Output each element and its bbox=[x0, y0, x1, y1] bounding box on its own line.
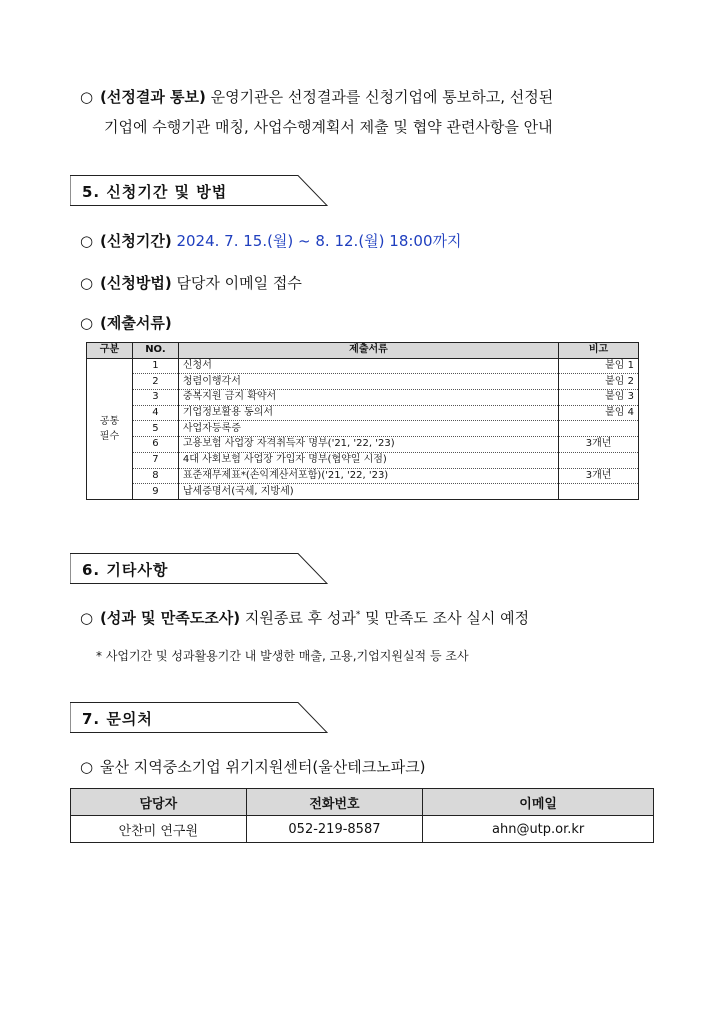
bullet-circle-icon: ○ bbox=[80, 88, 94, 106]
section-6-title: 6. 기타사항 bbox=[82, 561, 169, 579]
row-no: 1 bbox=[132, 358, 178, 374]
intro-label: (선정결과 통보) bbox=[100, 88, 206, 106]
section-5-header bbox=[70, 175, 328, 206]
survey-label: (성과 및 만족도조사) bbox=[100, 609, 241, 627]
section-5-title: 5. 신청기간 및 방법 bbox=[82, 183, 228, 201]
documents-table bbox=[86, 342, 639, 500]
documents-table-header bbox=[87, 343, 639, 359]
row-no: 9 bbox=[132, 484, 178, 500]
col-header-email: 이메일 bbox=[423, 789, 654, 816]
table-row bbox=[87, 468, 639, 484]
survey-text-b: 및 만족도 조사 실시 예정 bbox=[360, 609, 530, 627]
row-note bbox=[559, 421, 639, 437]
method-label: (신청방법) bbox=[100, 274, 172, 292]
col-header-no: NO. bbox=[132, 343, 178, 359]
row-note bbox=[559, 452, 639, 468]
bullet-circle-icon: ○ bbox=[80, 758, 94, 776]
table-row bbox=[87, 358, 639, 374]
row-document: 중복지원 금지 확약서 bbox=[178, 390, 558, 406]
col-header-phone: 전화번호 bbox=[246, 789, 423, 816]
table-row bbox=[87, 484, 639, 500]
table-row bbox=[87, 421, 639, 437]
row-note: 붙임 2 bbox=[559, 374, 639, 390]
row-note: 붙임 3 bbox=[559, 390, 639, 406]
row-document: 표준재무제표*(손익계산서포함)('21, '22, '23) bbox=[178, 468, 558, 484]
row-note bbox=[559, 484, 639, 500]
survey-text-a: 지원종료 후 성과 bbox=[240, 609, 356, 627]
table-row bbox=[71, 816, 654, 843]
group-common-required: 공통 필수 bbox=[87, 358, 133, 499]
intro-line-2: 기업에 수행기관 매칭, 사업수행계획서 제출 및 협약 관련사항을 안내 bbox=[104, 118, 553, 136]
row-no: 3 bbox=[132, 390, 178, 406]
row-document: 청렴이행각서 bbox=[178, 374, 558, 390]
survey-footnote-mark: * bbox=[355, 610, 361, 620]
method-value: 담당자 이메일 접수 bbox=[171, 274, 302, 292]
row-note: 3개년 bbox=[559, 468, 639, 484]
contact-email: ahn@utp.or.kr bbox=[423, 816, 654, 843]
section-7-title: 7. 문의처 bbox=[82, 710, 153, 728]
row-no: 5 bbox=[132, 421, 178, 437]
survey-line bbox=[80, 607, 529, 628]
bullet-circle-icon: ○ bbox=[80, 232, 94, 250]
col-header-contact-person: 담당자 bbox=[71, 789, 247, 816]
contact-table-header bbox=[71, 789, 654, 816]
row-document: 고용보험 사업장 자격취득자 명부('21, '22, '23) bbox=[178, 437, 558, 453]
row-no: 2 bbox=[132, 374, 178, 390]
row-document: 납세증명서(국세, 지방세) bbox=[178, 484, 558, 500]
row-note: 붙임 4 bbox=[559, 405, 639, 421]
org-name: 울산 지역중소기업 위기지원센터(울산테크노파크) bbox=[100, 758, 426, 776]
intro-line-1 bbox=[80, 86, 553, 107]
intro-text-1: 운영기관은 선정결과를 신청기업에 통보하고, 선정된 bbox=[205, 88, 554, 106]
contact-table bbox=[70, 788, 654, 843]
col-header-note: 비고 bbox=[559, 343, 639, 359]
bullet-circle-icon: ○ bbox=[80, 609, 94, 627]
row-no: 4 bbox=[132, 405, 178, 421]
row-document: 사업자등록증 bbox=[178, 421, 558, 437]
bullet-circle-icon: ○ bbox=[80, 274, 94, 292]
row-document: 기업정보활용 동의서 bbox=[178, 405, 558, 421]
table-row bbox=[87, 452, 639, 468]
contact-phone: 052-219-8587 bbox=[246, 816, 423, 843]
row-no: 6 bbox=[132, 437, 178, 453]
row-note: 붙임 1 bbox=[559, 358, 639, 374]
row-no: 8 bbox=[132, 468, 178, 484]
col-header-document: 제출서류 bbox=[178, 343, 558, 359]
table-row bbox=[87, 390, 639, 406]
contact-person: 안찬미 연구원 bbox=[71, 816, 247, 843]
docs-line bbox=[80, 312, 172, 333]
org-line bbox=[80, 756, 426, 777]
row-document: 신청서 bbox=[178, 358, 558, 374]
period-label: (신청기간) bbox=[100, 232, 172, 250]
table-row bbox=[87, 374, 639, 390]
row-no: 7 bbox=[132, 452, 178, 468]
docs-label: (제출서류) bbox=[100, 314, 172, 332]
bullet-circle-icon: ○ bbox=[80, 314, 94, 332]
row-note: 3개년 bbox=[559, 437, 639, 453]
period-value: 2024. 7. 15.(월) ~ 8. 12.(월) 18:00까지 bbox=[171, 232, 462, 250]
row-document: 4대 사회보험 사업장 가입자 명부(협약일 시점) bbox=[178, 452, 558, 468]
survey-footnote: * 사업기간 및 성과활용기간 내 발생한 매출, 고용,기업지원실적 등 조사 bbox=[96, 649, 469, 663]
section-7-header bbox=[70, 702, 328, 733]
table-row bbox=[87, 437, 639, 453]
method-line bbox=[80, 272, 302, 293]
section-6-header bbox=[70, 553, 328, 584]
table-row bbox=[87, 405, 639, 421]
period-line bbox=[80, 230, 462, 251]
col-header-category: 구분 bbox=[87, 343, 133, 359]
